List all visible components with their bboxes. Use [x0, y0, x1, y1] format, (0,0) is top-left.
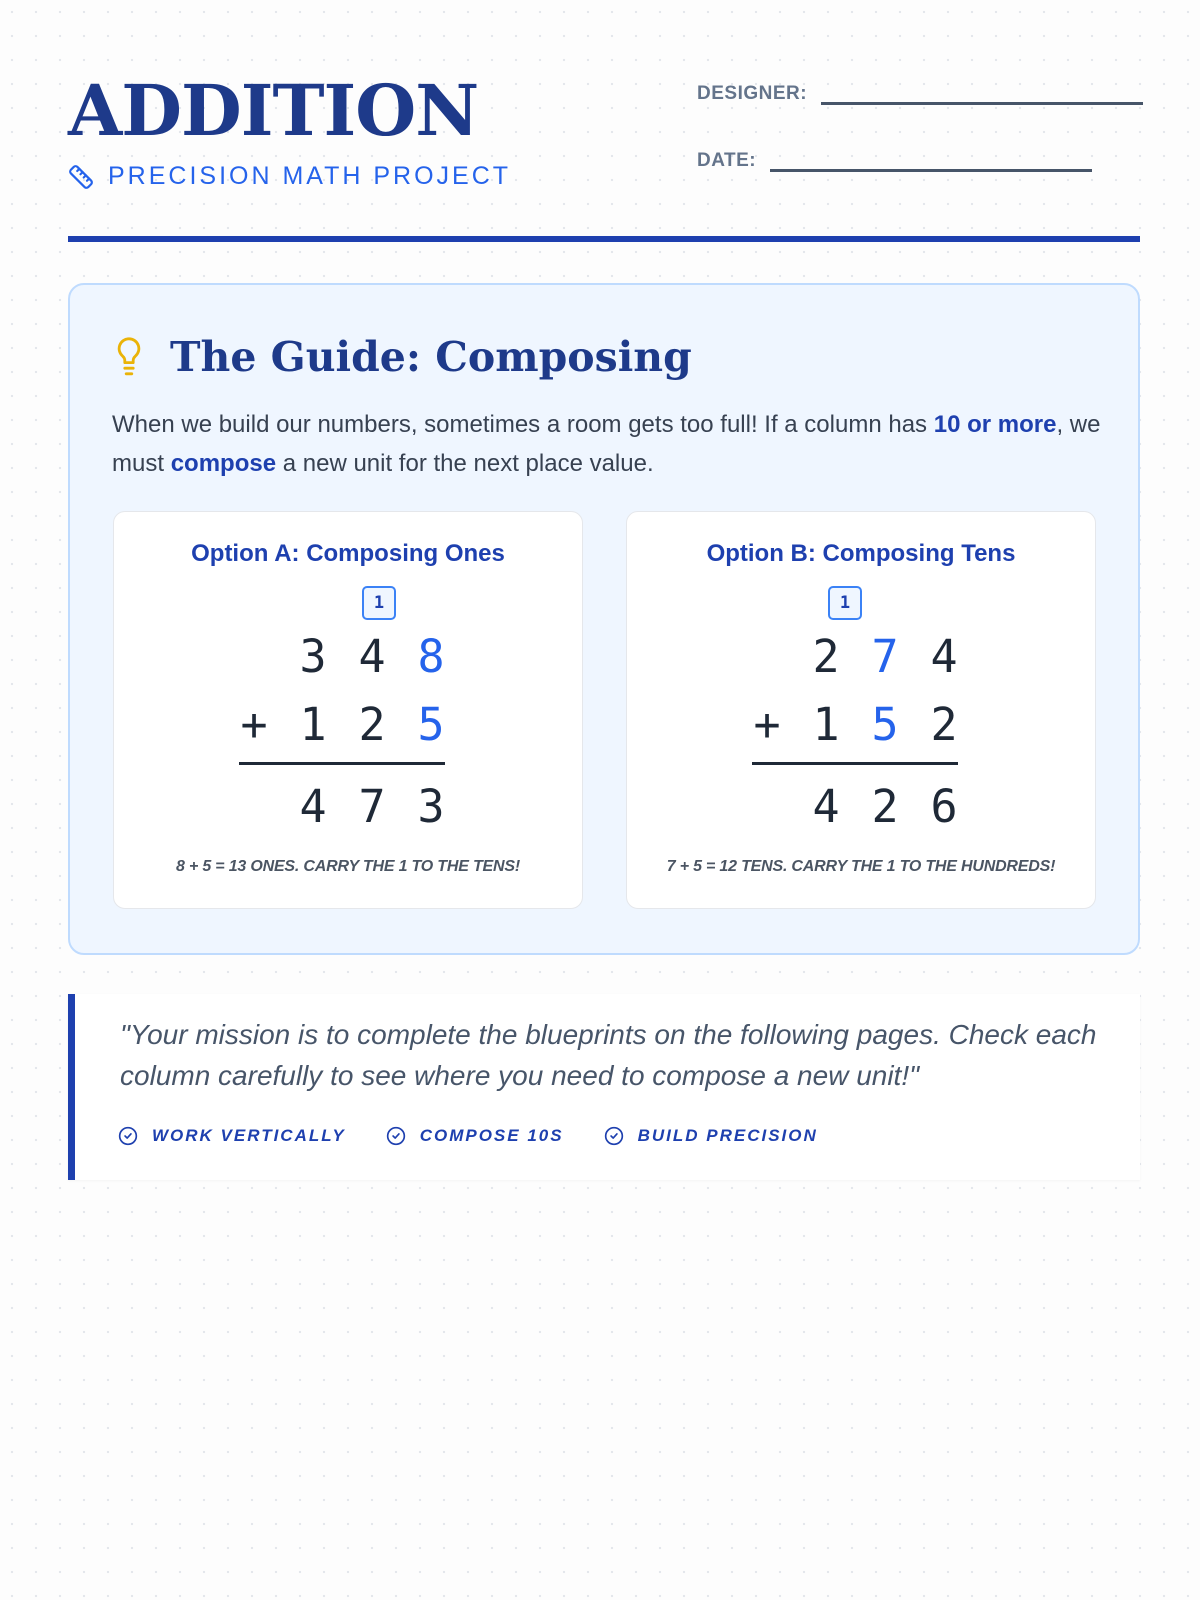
- digit-ones: 5: [417, 698, 445, 751]
- page-title: ADDITION: [68, 69, 479, 152]
- tag-label: BUILD PRECISION: [637, 1126, 818, 1145]
- result-ones: 6: [930, 780, 958, 833]
- option-b-card: [626, 511, 1096, 909]
- emphasis-compose: compose: [170, 450, 277, 477]
- carry-box: 1: [828, 586, 862, 620]
- mission-tags: [118, 1126, 858, 1146]
- option-a-title: Option A: Composing Ones: [191, 540, 505, 567]
- ruler-icon: [68, 164, 94, 190]
- result-tens: 2: [871, 780, 899, 833]
- date-field: [697, 147, 1092, 172]
- digit-tens: 4: [358, 630, 386, 683]
- header-divider: [68, 236, 1140, 242]
- guide-description: [112, 405, 1102, 483]
- result-tens: 7: [358, 780, 386, 833]
- digit-hundreds: 1: [812, 698, 840, 751]
- digit-tens: 5: [871, 698, 899, 751]
- digit-tens: 7: [871, 630, 899, 683]
- mission-callout: [68, 994, 1140, 1180]
- check-circle-icon: [604, 1126, 624, 1146]
- digit-hundreds: 2: [812, 630, 840, 683]
- worksheet-header: [68, 0, 1140, 243]
- digit-hundreds: 1: [299, 698, 327, 751]
- guide-heading: [112, 333, 692, 381]
- result-hundreds: 4: [812, 780, 840, 833]
- guide-text-part: When we build our numbers, sometimes a room gets too full! If a column has: [112, 411, 934, 438]
- tag-work-vertically: [118, 1126, 346, 1146]
- plus-operator: +: [753, 698, 781, 751]
- guide-text-part: a new unit for the next place value.: [276, 450, 654, 477]
- check-circle-icon: [118, 1126, 138, 1146]
- carry-box: 1: [362, 586, 396, 620]
- worksheet-page: [68, 0, 1140, 1145]
- option-a-card: [113, 511, 583, 909]
- digit-ones: 2: [930, 698, 958, 751]
- designer-blank-line[interactable]: [821, 80, 1143, 105]
- tag-label: COMPOSE 10S: [419, 1126, 564, 1145]
- designer-label: DESIGNER:: [697, 83, 808, 104]
- lightbulb-icon: [112, 336, 146, 378]
- plus-operator: +: [240, 698, 268, 751]
- digit-hundreds: 3: [299, 630, 327, 683]
- designer-field: [697, 80, 1143, 105]
- date-label: DATE:: [697, 150, 757, 171]
- guide-text-part: , we must: [112, 411, 1101, 477]
- digit-ones: 4: [930, 630, 958, 683]
- result-hundreds: 4: [299, 780, 327, 833]
- emphasis-ten-or-more: 10 or more: [933, 411, 1057, 438]
- tag-compose-10s: [386, 1126, 564, 1146]
- check-circle-icon: [386, 1126, 406, 1146]
- guide-title: The Guide: Composing: [170, 333, 692, 381]
- tag-build-precision: [604, 1126, 818, 1146]
- project-subtitle: [68, 162, 511, 191]
- subtitle-text: PRECISION MATH PROJECT: [108, 162, 512, 190]
- option-b-note: 7 + 5 = 12 TENS. CARRY THE 1 TO THE HUNDREDS!: [666, 858, 1056, 875]
- guide-panel: [68, 283, 1140, 955]
- date-blank-line[interactable]: [770, 147, 1092, 172]
- digit-ones: 8: [417, 630, 445, 683]
- option-a-note: 8 + 5 = 13 ONES. CARRY THE 1 TO THE TENS!: [176, 858, 520, 875]
- mission-quote: "Your mission is to complete the blueprints on the following pages. Check each column carefully to see where you need to compose a new unit!": [120, 1019, 1097, 1091]
- tag-label: WORK VERTICALLY: [152, 1126, 346, 1145]
- option-b-title: Option B: Composing Tens: [706, 540, 1016, 567]
- sum-line: [239, 762, 445, 765]
- sum-line: [752, 762, 958, 765]
- digit-tens: 2: [358, 698, 386, 751]
- result-ones: 3: [417, 780, 445, 833]
